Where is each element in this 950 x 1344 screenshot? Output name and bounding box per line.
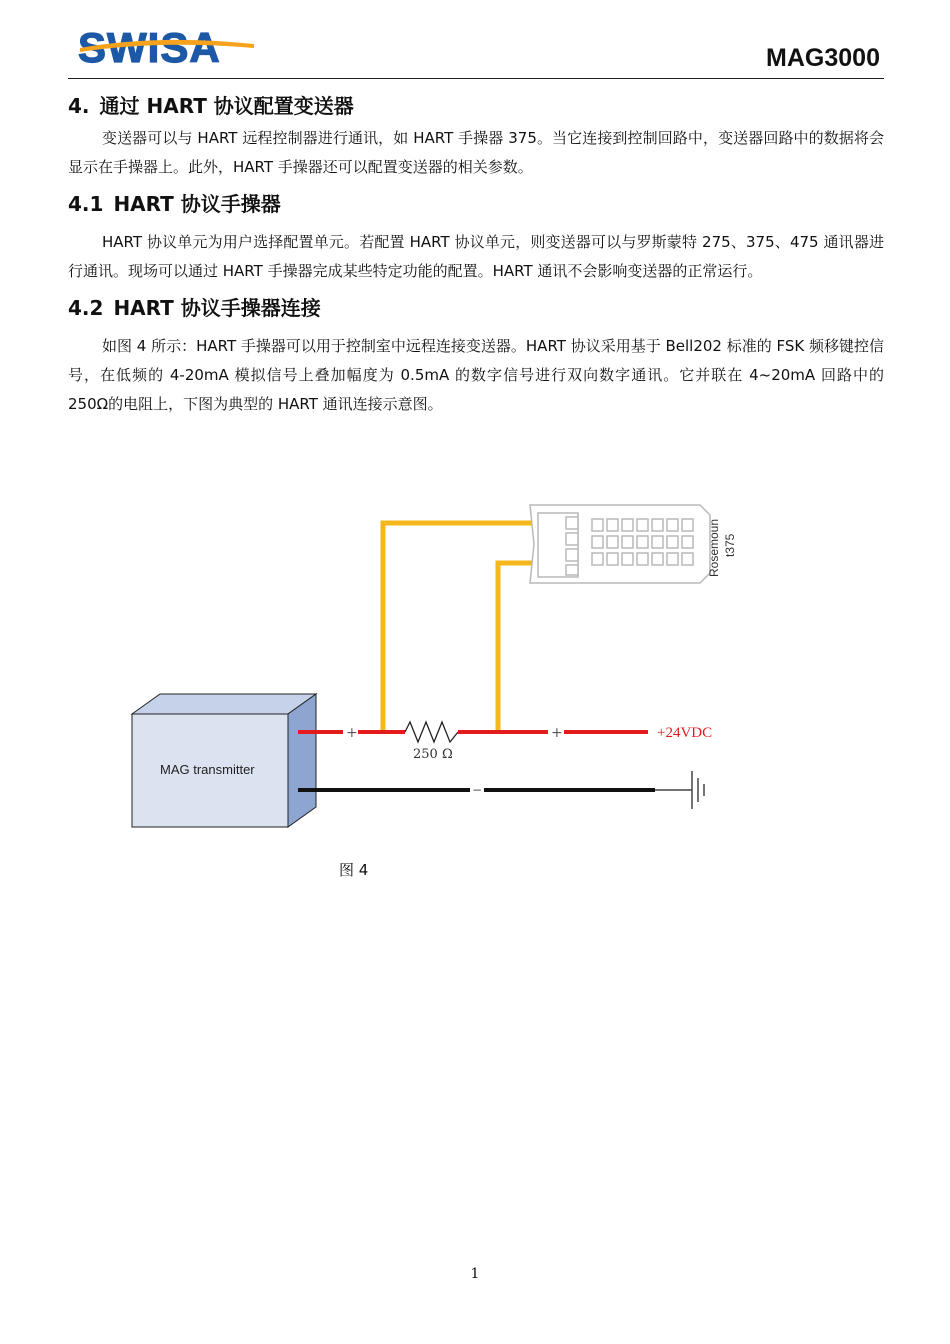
section-number: 4.2 [68,296,104,320]
keypad-key [667,536,678,548]
plus-sign-supply: + [551,725,563,741]
keypad-key [607,519,618,531]
mag-transmitter-box [132,694,316,827]
keypad-key [637,536,648,548]
logo-graphic [78,26,258,70]
keypad-key [592,553,603,565]
keypad-key [682,536,693,548]
keypad-key [682,519,693,531]
logo-text: SWISA [78,26,221,70]
rosemount-375-device [530,505,710,583]
keypad-key [652,536,663,548]
keypad-key [652,553,663,565]
section-4-2-paragraph: 如图 4 所示：HART 手操器可以用于控制室中远程连接变送器。HART 协议采用基于 Bell202 标准的 FSK 频移键控信号，在低频的 4-20mA 模拟信号上叠加幅度为 0.5mA 的数字信号进行双向数字通讯。它并联在 4~20mA 回路中的 250Ω的电阻上，下图为典型的 HART 通讯连接示意图。 [68,337,884,413]
section-4-paragraph: 变送器可以与 HART 远程控制器进行通讯，如 HART 手操器 375。当它连接到控制回路中，变送器回路中的数据将会显示在手操器上。此外，HART 手操器还可以配置变送器的相关参数。 [68,129,884,176]
keypad-key [592,536,603,548]
section-title: HART 协议手操器连接 [113,296,321,320]
transmitter-label: MAG transmitter [160,762,255,777]
keypad-key [607,553,618,565]
device-label-line2: t375 [723,533,737,557]
ground-icon [692,771,704,809]
keypad-key [637,519,648,531]
resistor-label: 250 Ω [413,747,453,762]
section-4-1-heading [68,190,884,218]
page-header [68,22,884,79]
hart-connection-diagram [120,495,760,840]
section-number: 4.1 [68,192,104,216]
swisa-logo [78,26,258,74]
device-label-line1: Rosemoun [707,518,721,577]
section-number: 4. [68,94,90,118]
hart-wire-left [383,523,550,731]
section-4-heading [68,92,884,120]
keypad-key [667,553,678,565]
keypad-key [592,519,603,531]
page-number: 1 [470,1266,480,1282]
document-id: MAG3000 [766,44,880,72]
keypad-key [667,519,678,531]
minus-sign: − [472,783,483,797]
keypad-key [637,553,648,565]
keypad-key [622,519,633,531]
section-4-2-heading [68,294,884,322]
section-title: 通过 HART 协议配置变送器 [99,94,354,118]
supply-voltage-label: +24VDC [657,725,713,741]
section-title: HART 协议手操器 [113,192,281,216]
keypad-key [622,536,633,548]
resistor-250-ohm [405,722,458,742]
keypad-key [607,536,618,548]
section-4-1-paragraph: HART 协议单元为用户选择配置单元。若配置 HART 协议单元，则变送器可以与罗斯蒙特 275、375、475 通讯器进行通讯。现场可以通过 HART 手操器完成某些特定功能的配置。HART 通讯不会影响变送器的正常运行。 [68,233,884,280]
diagram-svg [120,495,760,840]
page-content [68,86,884,423]
figure-caption: 图 4 [339,861,369,879]
keypad-key [682,553,693,565]
hart-wire-right [498,563,550,731]
plus-sign-transmitter: + [346,725,358,741]
keypad-key [652,519,663,531]
keypad-key [622,553,633,565]
